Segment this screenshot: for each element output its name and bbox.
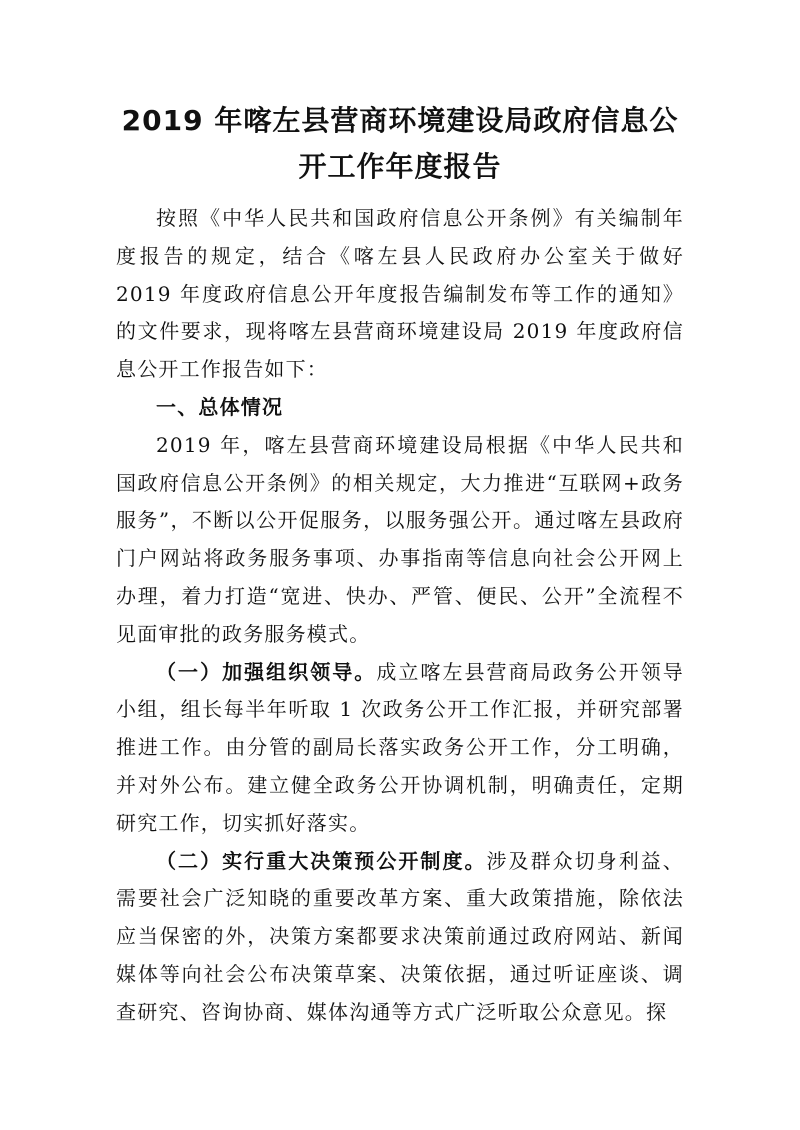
item-1-paragraph bbox=[116, 654, 684, 843]
item-1-lead: （一）加强组织领导。 bbox=[156, 659, 377, 684]
overview-paragraph: 2019 年，喀左县营商环境建设局根据《中华人民共和国政府信息公开条例》的相关规定，大力推进“互联网+政务服务”，不断以公开促服务，以服务强公开。通过喀左县政府门户网站将政务服务事项、办事指南等信息向社会公开网上办理，着力打造“宽进、快办、严管、便民、公开”全流程不见面审批的政务服务模式。 bbox=[116, 432, 684, 646]
document-title-line-2: 开工作年度报告 bbox=[298, 150, 502, 183]
section-heading-overview: 一、总体情况 bbox=[156, 394, 284, 419]
item-2-text: 涉及群众切身利益、需要社会广泛知晓的重要改革方案、重大政策措施，除依法应当保密的外，决策方案都要求决策前通过政府网站、新闻媒体等向社会公布决策草案、决策依据，通过听证座谈、调查研究、咨询协商、媒体沟通等方式广泛听取公众意见。探 bbox=[116, 848, 684, 1024]
item-2-lead: （二）实行重大决策预公开制度。 bbox=[156, 848, 487, 873]
item-1-text: 成立喀左县营商局政务公开领导小组，组长每半年听取 1 次政务公开工作汇报，并研究部署推进工作。由分管的副局长落实政务公开工作，分工明确，并对外公布。建立健全政务公开协调机制，明确责任，定期研究工作，切实抓好落实。 bbox=[116, 659, 684, 835]
document-title-line-1: 2019 年喀左县营商环境建设局政府信息公 bbox=[121, 104, 679, 137]
document-body bbox=[116, 200, 684, 1032]
item-2-paragraph bbox=[116, 843, 684, 1032]
intro-paragraph: 按照《中华人民共和国政府信息公开条例》有关编制年度报告的规定，结合《喀左县人民政府办公室关于做好 2019 年度政府信息公开年度报告编制发布等工作的通知》的文件要求，现将喀左县营商环境建设局 2019 年度政府信息公开工作报告如下： bbox=[116, 206, 684, 382]
